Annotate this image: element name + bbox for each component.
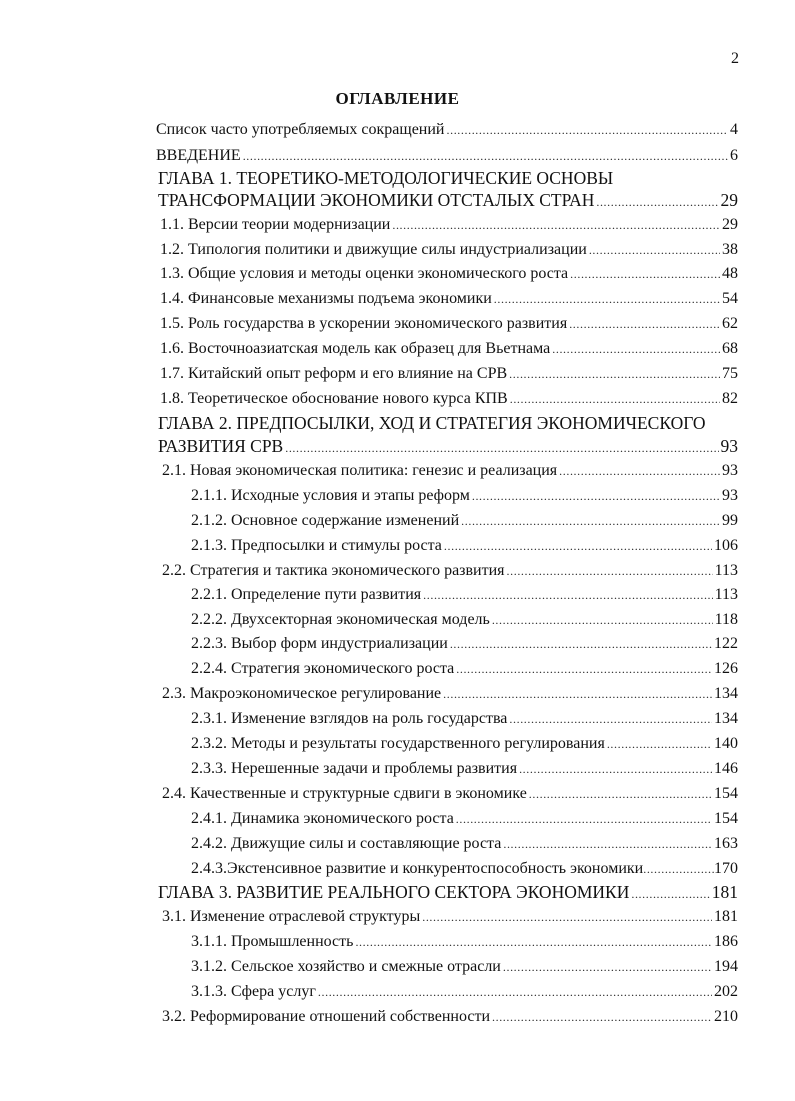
toc-entry[interactable] — [162, 1007, 738, 1027]
toc-entry-page: 202 — [714, 983, 738, 1000]
toc-entry-label: 1.3. Общие условия и методы оценки экономического роста — [160, 265, 569, 282]
toc-leader-dots — [631, 884, 709, 904]
toc-entry-page: 29 — [720, 190, 738, 210]
toc-entry-label: 2.3. Макроэкономическое регулирование — [162, 685, 442, 702]
toc-entry-page: 140 — [714, 735, 738, 752]
toc-entry-page: 113 — [714, 562, 738, 579]
toc-entry[interactable] — [162, 684, 738, 704]
toc-leader-dots — [318, 982, 712, 1002]
toc-leader-dots — [509, 709, 712, 729]
toc-entry-page: 68 — [722, 340, 738, 357]
toc-entry-label: ВВЕДЕНИЕ — [156, 147, 241, 164]
toc-entry[interactable] — [191, 834, 738, 854]
toc-leader-dots — [392, 215, 720, 235]
toc-entry[interactable] — [191, 809, 738, 829]
toc-entry[interactable] — [160, 264, 738, 284]
toc-entry[interactable] — [156, 146, 738, 166]
toc-entry-page: 181 — [714, 908, 738, 925]
toc-entry[interactable] — [160, 339, 738, 359]
toc-entry-page: 194 — [714, 958, 738, 975]
page-number: 2 — [731, 50, 739, 67]
toc-entry-label: 2.1.3. Предпосылки и стимулы роста — [191, 537, 442, 554]
toc-entry[interactable] — [191, 610, 738, 630]
toc-entry-label: 2.4.2. Движущие силы и составляющие роста — [191, 835, 502, 852]
toc-entry-label: 1.7. Китайский опыт реформ и его влияние на СРВ — [160, 365, 508, 382]
toc-entry[interactable] — [191, 932, 738, 952]
toc-leader-dots — [355, 932, 712, 952]
toc-chapter-entry[interactable] — [158, 882, 738, 904]
toc-leader-dots — [503, 957, 712, 977]
toc-entry-label: 2.3.2. Методы и результаты государственного регулирования — [191, 735, 605, 752]
toc-entry[interactable] — [191, 859, 738, 879]
toc-leader-dots — [596, 192, 718, 212]
toc-leader-dots — [529, 784, 712, 804]
toc-leader-dots — [243, 146, 728, 166]
toc-leader-dots — [643, 859, 714, 879]
toc-leader-dots — [589, 240, 720, 260]
toc-entry-page: 38 — [722, 241, 738, 258]
toc-entry-label: 1.1. Версии теории модернизации — [160, 216, 391, 233]
toc-entry-page: 93 — [722, 462, 738, 479]
toc-entry[interactable] — [160, 289, 738, 309]
toc-entry-label: 2.3.3. Нерешенные задачи и проблемы развития — [191, 760, 518, 777]
toc-leader-dots — [494, 289, 720, 309]
toc-entry-label: 2.2.2. Двухсекторная экономическая модель — [191, 611, 490, 628]
toc-entry[interactable] — [191, 734, 738, 754]
toc-entry-label: 1.8. Теоретическое обоснование нового курса КПВ — [160, 390, 508, 407]
toc-entry-label: 2.2.3. Выбор форм индустриализации — [191, 635, 448, 652]
toc-leader-dots — [570, 264, 720, 284]
toc-leader-dots — [285, 438, 718, 458]
toc-leader-dots — [423, 585, 712, 605]
toc-entry[interactable] — [156, 120, 738, 140]
toc-entry-page: 82 — [722, 390, 738, 407]
toc-entry[interactable] — [191, 634, 738, 654]
toc-entry-page: 48 — [722, 265, 738, 282]
toc-entry-label: ТРАНСФОРМАЦИИ ЭКОНОМИКИ ОТСТАЛЫХ СТРАН — [158, 190, 595, 210]
toc-entry[interactable] — [160, 240, 738, 260]
toc-entry-page: 118 — [714, 611, 738, 628]
toc-entry[interactable] — [191, 585, 738, 605]
toc-leader-dots — [552, 339, 720, 359]
toc-leader-dots — [447, 120, 729, 140]
toc-entry[interactable] — [191, 957, 738, 977]
toc-entry[interactable] — [160, 389, 738, 409]
toc-entry[interactable] — [191, 486, 738, 506]
toc-entry[interactable] — [160, 314, 738, 334]
toc-entry-label: 3.1.3. Сфера услуг — [191, 983, 316, 1000]
chapter-title-line: ГЛАВА 1. ТЕОРЕТИКО-МЕТОДОЛОГИЧЕСКИЕ ОСНОВЫ — [158, 168, 614, 188]
toc-leader-dots — [507, 561, 713, 581]
toc-entry-page: 154 — [714, 785, 738, 802]
toc-entry-page: 93 — [720, 436, 738, 456]
toc-entry[interactable] — [162, 461, 738, 481]
toc-leader-dots — [519, 759, 712, 779]
toc-entry-label: 1.5. Роль государства в ускорении экономического развития — [160, 315, 568, 332]
toc-leader-dots — [456, 659, 712, 679]
toc-entry[interactable] — [160, 215, 738, 235]
toc-entry-page: 122 — [714, 635, 738, 652]
toc-entry-label: 1.6. Восточноазиатская модель как образец для Вьетнама — [160, 340, 551, 357]
toc-entry-page: 181 — [711, 882, 738, 902]
toc-leader-dots — [559, 461, 720, 481]
toc-entry-label: РАЗВИТИЯ СРВ — [158, 436, 284, 456]
toc-entry[interactable] — [162, 907, 738, 927]
toc-entry-page: 163 — [714, 835, 738, 852]
toc-entry-page: 75 — [722, 365, 738, 382]
toc-entry-page: 134 — [714, 710, 738, 727]
toc-leader-dots — [456, 809, 712, 829]
toc-entry-page: 210 — [714, 1008, 738, 1025]
toc-leader-dots — [503, 834, 712, 854]
toc-entry-page: 6 — [730, 147, 738, 164]
toc-entry-page: 4 — [730, 121, 738, 138]
toc-entry-label: 2.4.1. Динамика экономического роста — [191, 810, 454, 827]
toc-entry-label: 1.4. Финансовые механизмы подъема экономики — [160, 290, 492, 307]
toc-entry[interactable] — [191, 659, 738, 679]
toc-leader-dots — [422, 907, 712, 927]
toc-entry-page: 113 — [714, 586, 738, 603]
toc-entry-page: 54 — [722, 290, 738, 307]
toc-entry-label: 2.4.3.Экстенсивное развитие и конкурентоспособность экономики — [191, 860, 644, 877]
chapter-title-line: ГЛАВА 2. ПРЕДПОСЫЛКИ, ХОД И СТРАТЕГИЯ ЭКОНОМИЧЕСКОГО — [158, 413, 706, 433]
toc-entry-page: 170 — [714, 860, 738, 877]
toc-entry-label: 2.1.2. Основное содержание изменений — [191, 512, 460, 529]
toc-entry[interactable] — [160, 364, 738, 384]
toc-entry-label: ГЛАВА 3. РАЗВИТИЕ РЕАЛЬНОГО СЕКТОРА ЭКОНОМИКИ — [158, 882, 630, 902]
toc-entry[interactable] — [191, 536, 738, 556]
toc-entry[interactable] — [191, 982, 738, 1002]
toc-leader-dots — [450, 634, 712, 654]
toc-leader-dots — [492, 1007, 712, 1027]
toc-entry-label: 2.3.1. Изменение взглядов на роль государства — [191, 710, 508, 727]
toc-entry-page: 29 — [722, 216, 738, 233]
toc-entry-page: 62 — [722, 315, 738, 332]
toc-entry[interactable] — [191, 709, 738, 729]
toc-leader-dots — [510, 389, 720, 409]
toc-entry-page: 186 — [714, 933, 738, 950]
toc-entry-label: 2.2.1. Определение пути развития — [191, 586, 422, 603]
toc-entry-label: 2.1.1. Исходные условия и этапы реформ — [191, 487, 470, 504]
toc-entry-page: 126 — [714, 660, 738, 677]
toc-entry[interactable] — [162, 561, 738, 581]
toc-entry-label: 3.1.1. Промышленность — [191, 933, 354, 950]
toc-entry-page: 93 — [722, 487, 738, 504]
toc-entry-label: Список часто употребляемых сокращений — [156, 121, 445, 138]
toc-chapter-entry[interactable] — [158, 436, 738, 458]
toc-leader-dots — [509, 364, 720, 384]
toc-leader-dots — [444, 536, 712, 556]
toc-entry[interactable] — [191, 511, 738, 531]
toc-leader-dots — [472, 486, 720, 506]
toc-chapter-entry[interactable] — [158, 190, 738, 212]
toc-entry-page: 146 — [714, 760, 738, 777]
toc-entry-label: 3.1.2. Сельское хозяйство и смежные отрасли — [191, 958, 501, 975]
toc-entry-label: 2.2. Стратегия и тактика экономического развития — [162, 562, 505, 579]
toc-entry[interactable] — [191, 759, 738, 779]
page-title: ОГЛАВЛЕНИЕ — [335, 89, 460, 108]
toc-entry-page: 134 — [714, 685, 738, 702]
toc-entry-page: 99 — [722, 512, 738, 529]
toc-leader-dots — [461, 511, 720, 531]
toc-leader-dots — [492, 610, 713, 630]
toc-leader-dots — [443, 684, 712, 704]
toc-entry-label: 2.2.4. Стратегия экономического роста — [191, 660, 455, 677]
toc-leader-dots — [569, 314, 720, 334]
toc-entry-label: 2.1. Новая экономическая политика: генезис и реализация — [162, 462, 558, 479]
toc-entry-page: 154 — [714, 810, 738, 827]
toc-entry-page: 106 — [714, 537, 738, 554]
toc-entry-label: 2.4. Качественные и структурные сдвиги в экономике — [162, 785, 527, 802]
toc-entry[interactable] — [162, 784, 738, 804]
toc-leader-dots — [607, 734, 712, 754]
toc-entry-label: 3.2. Реформирование отношений собственности — [162, 1008, 490, 1025]
toc-entry-label: 1.2. Типология политики и движущие силы индустриализации — [160, 241, 587, 258]
toc-entry-label: 3.1. Изменение отраслевой структуры — [162, 908, 421, 925]
